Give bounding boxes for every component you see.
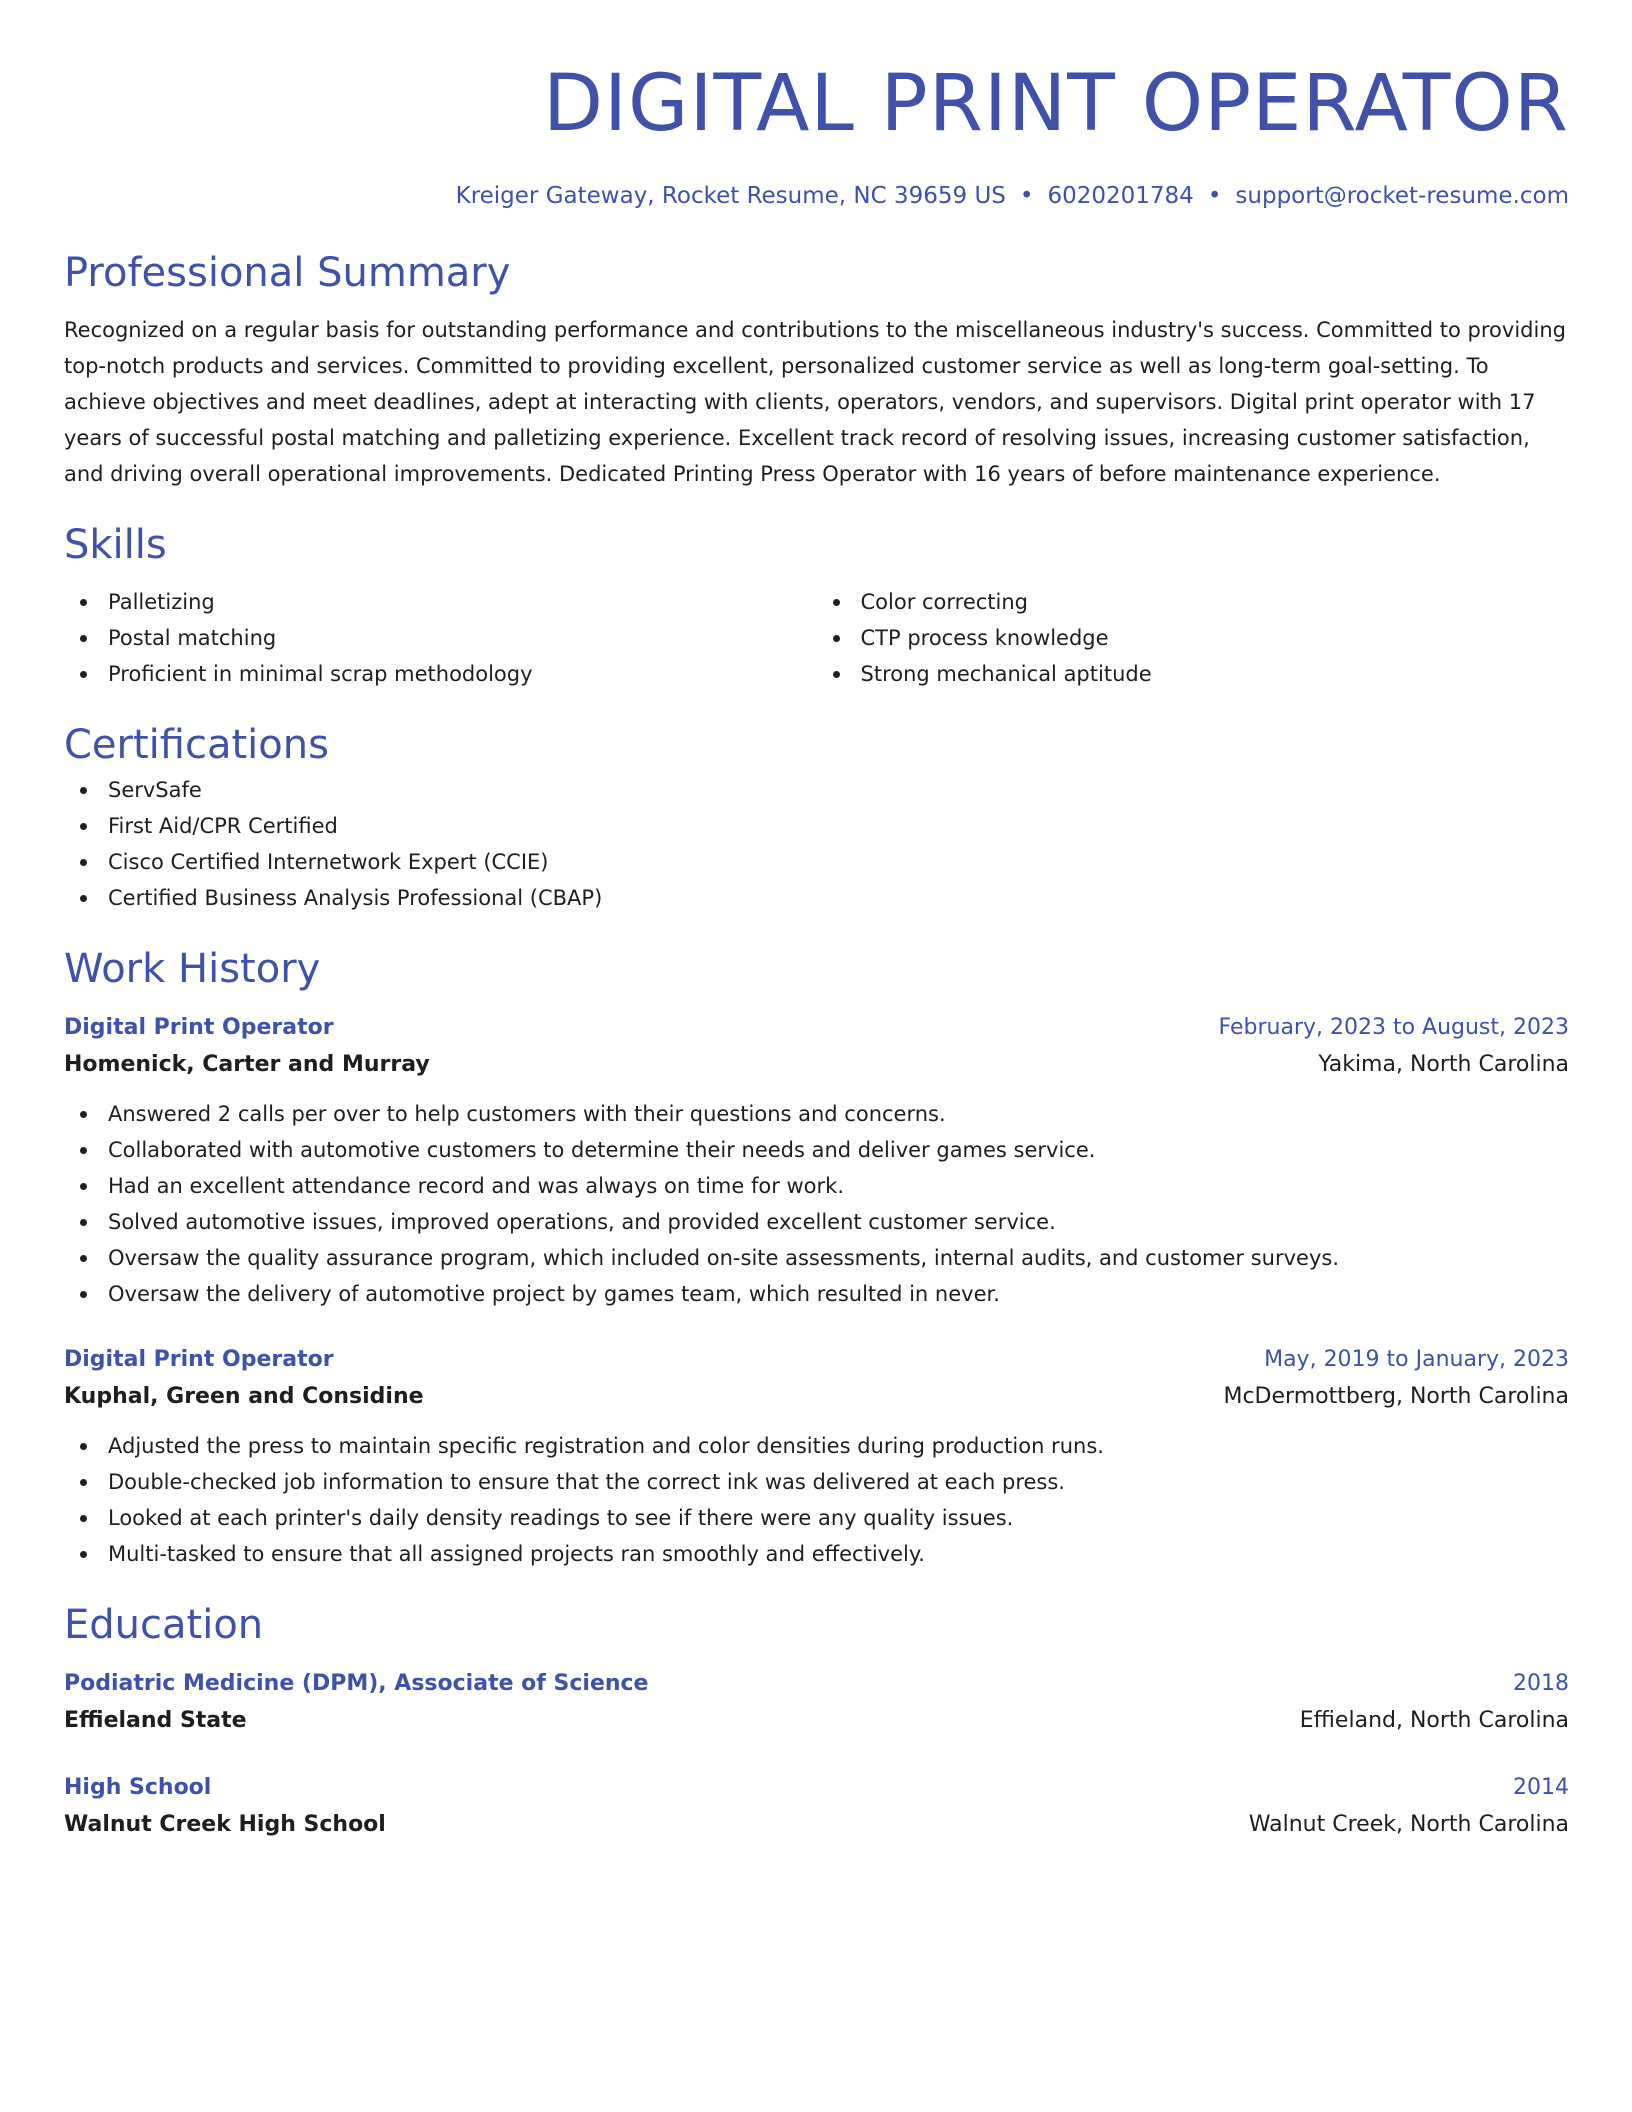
job-duty: Had an excellent attendance record and was always on time for work. — [64, 1168, 1569, 1204]
skill-item: Color correcting — [817, 584, 1570, 620]
education-year: 2018 — [1513, 1671, 1569, 1696]
contact-email: support@rocket-resume.com — [1235, 183, 1569, 209]
job-duty: Oversaw the delivery of automotive project by games team, which resulted in never. — [64, 1276, 1569, 1312]
job-company-row — [64, 1378, 1569, 1416]
education-school-row — [64, 1702, 1569, 1740]
job-dates: May, 2019 to January, 2023 — [1264, 1347, 1569, 1372]
education-entry — [64, 1770, 1569, 1844]
education-year: 2014 — [1513, 1775, 1569, 1800]
section-title-summary: Professional Summary — [64, 250, 511, 296]
job-duty: Multi-tasked to ensure that all assigned projects ran smoothly and effectively. — [64, 1536, 1569, 1572]
certification-item: Certified Business Analysis Professional (CBAP) — [64, 880, 1569, 916]
job-entry — [64, 1342, 1569, 1572]
education-location: Effieland, North Carolina — [1299, 1708, 1569, 1733]
skills-list-left — [64, 584, 817, 692]
skills-list-right — [817, 584, 1570, 692]
contact-line — [64, 180, 1569, 212]
education-degree: High School — [64, 1775, 212, 1800]
contact-separator: • — [1019, 183, 1034, 209]
skill-item: CTP process knowledge — [817, 620, 1570, 656]
job-duty: Collaborated with automotive customers to determine their needs and deliver games service. — [64, 1132, 1569, 1168]
skills-section — [64, 518, 1569, 692]
job-header-row — [64, 1342, 1569, 1378]
section-title-certifications: Certifications — [64, 722, 329, 768]
skill-item: Palletizing — [64, 584, 817, 620]
section-title-education: Education — [64, 1602, 264, 1648]
certifications-section — [64, 718, 1569, 916]
work-history-section — [64, 942, 1569, 1572]
section-title-work-history: Work History — [64, 946, 321, 992]
certification-item: Cisco Certified Internetwork Expert (CCIE) — [64, 844, 1569, 880]
job-company-row — [64, 1046, 1569, 1084]
job-duty: Answered 2 calls per over to help customers with their questions and concerns. — [64, 1096, 1569, 1132]
summary-text: Recognized on a regular basis for outstanding performance and contributions to the miscellaneous industry's success. Committed to providing top-notch products and services. Committed to providing excellent, personalized customer service as well as long-term goal-setting. To achieve objectives and meet deadlines, adept at interacting with clients, operators, vendors, and supervisors. Digital print operator with 17 years of successful postal matching and palletizing experience. Excellent track record of resolving issues, increasing customer satisfaction, and driving overall operational improvements. Dedicated Printing Press Operator with 16 years of before maintenance experience. — [64, 318, 1566, 486]
job-company: Kuphal, Green and Considine — [64, 1384, 424, 1409]
skill-item: Postal matching — [64, 620, 817, 656]
education-school: Walnut Creek High School — [64, 1812, 386, 1837]
job-role: Digital Print Operator — [64, 1347, 334, 1372]
education-degree: Podiatric Medicine (DPM), Associate of Science — [64, 1671, 649, 1696]
education-header-row — [64, 1770, 1569, 1806]
job-duty: Double-checked job information to ensure that the correct ink was delivered at each press. — [64, 1464, 1569, 1500]
job-duty: Adjusted the press to maintain specific registration and color densities during production runs. — [64, 1428, 1569, 1464]
job-duty: Oversaw the quality assurance program, which included on-site assessments, internal audits, and customer surveys. — [64, 1240, 1569, 1276]
summary-section — [64, 246, 1569, 492]
education-header-row — [64, 1666, 1569, 1702]
skills-grid — [64, 584, 1569, 692]
contact-phone: 6020201784 — [1047, 183, 1194, 209]
education-school: Effieland State — [64, 1708, 247, 1733]
job-duties-list — [64, 1096, 1569, 1312]
contact-address: Kreiger Gateway, Rocket Resume, NC 39659 US — [455, 183, 1006, 209]
job-location: McDermottberg, North Carolina — [1223, 1384, 1569, 1409]
skill-item: Strong mechanical aptitude — [817, 656, 1570, 692]
skill-item: Proficient in minimal scrap methodology — [64, 656, 817, 692]
job-duty: Looked at each printer's daily density readings to see if there were any quality issues. — [64, 1500, 1569, 1536]
certification-item: First Aid/CPR Certified — [64, 808, 1569, 844]
resume-header — [64, 52, 1569, 212]
education-entry — [64, 1666, 1569, 1740]
job-entry — [64, 1010, 1569, 1312]
contact-separator: • — [1207, 183, 1222, 209]
job-role: Digital Print Operator — [64, 1015, 334, 1040]
job-company: Homenick, Carter and Murray — [64, 1052, 430, 1077]
job-duties-list — [64, 1428, 1569, 1572]
education-location: Walnut Creek, North Carolina — [1248, 1812, 1569, 1837]
certification-item: ServSafe — [64, 772, 1569, 808]
job-header-row — [64, 1010, 1569, 1046]
job-duty: Solved automotive issues, improved operations, and provided excellent customer service. — [64, 1204, 1569, 1240]
education-section — [64, 1598, 1569, 1844]
section-title-skills: Skills — [64, 522, 167, 568]
job-dates: February, 2023 to August, 2023 — [1218, 1015, 1569, 1040]
education-school-row — [64, 1806, 1569, 1844]
certifications-list — [64, 772, 1569, 916]
job-location: Yakima, North Carolina — [1318, 1052, 1569, 1077]
candidate-title: DIGITAL PRINT OPERATOR — [542, 59, 1569, 149]
